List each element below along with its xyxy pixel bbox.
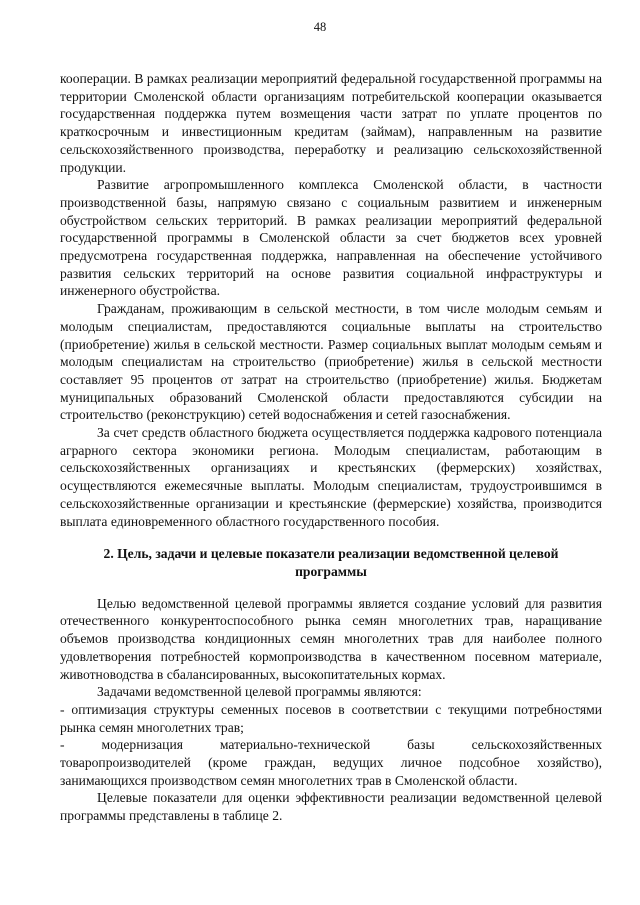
section-title: 2. Цель, задачи и целевые показатели реализации ведомственной целевой программы [103,546,559,579]
task-list-item: - оптимизация структуры семенных посевов в соответствии с текущими потребностями рынка семян многолетних трав; [60,701,602,735]
page-number: 48 [313,20,327,34]
paragraph-social-payments: Гражданам, проживающим в сельской местности, в том числе молодым семьям и молодым специалистам, предоставляются социальные выплаты на строительство (приобретение) жилья в сельской местности. Размер социальных выплат молодым семьям и молодым специалистам на строительство (приобретение) жилья в сельской местности составляет 95 процентов от затрат на строительство (приобретение) жилья. Бюджетам муниципальных образований Смоленской области предоставляются субсидии на строительство (реконструкцию) сетей водоснабжения и сетей газоснабжения. [60,301,602,423]
task-list-item: - модернизация материально-технической базы сельскохозяйственных товаропроизводителей (кроме граждан, ведущих личное подсобное хозяйство), занимающихся производством семян многолетних трав в Смоленской области. [60,737,602,788]
document-body [60,70,602,825]
paragraph-personnel-support: За счет средств областного бюджета осуществляется поддержка кадрового потенциала аграрного сектора экономики региона. Молодым специалистам, работающим в сельскохозяйственных организациях и крестьянских (фермерских) хозяйствах, осуществляются ежемесячные выплаты. Молодым специалистам, трудоустроившимся в сельскохозяйственные организации и крестьянские (фермерские) хозяйства, производится выплата единовременного областного государственного пособия. [60,425,602,529]
paragraph-goal: Целью ведомственной целевой программы является создание условий для развития отечественного конкурентоспособного рынка семян многолетних трав, наращивание объемов производства кондиционных семян многолетних трав для наиболее полного удовлетворения потребностей кормопроизводства в качественном посевном материале, животноводства в сбалансированных, высокопитательных кормах. [60,595,602,682]
paragraph-closing: Целевые показатели для оценки эффективности реализации ведомственной целевой программы представлены в таблице 2. [60,790,602,824]
paragraph-continuation: кооперации. В рамках реализации мероприятий федеральной государственной программы на территории Смоленской области организациям потребительской кооперации оказывается государственная поддержка путем возмещения части затрат по уплате процентов по краткосрочным и инвестиционным кредитам (займам), направленным на развитие сельскохозяйственного производства, переработку и реализацию сельскохозяйственной продукции. [60,71,602,175]
paragraph-agro-development: Развитие агропромышленного комплекса Смоленской области, в частности производственной базы, напрямую связано с социальным развитием и инженерным обустройством сельских территорий. В рамках реализации мероприятий федеральной государственной программы в Смоленской области за счет бюджетов всех уровней предусмотрена государственная поддержка, направленная на обеспечение устойчивого развития сельских территорий на основе развития социальной инфраструктуры и инженерного обустройства. [60,177,602,299]
paragraph-tasks-intro: Задачами ведомственной целевой программы являются: [97,684,422,700]
